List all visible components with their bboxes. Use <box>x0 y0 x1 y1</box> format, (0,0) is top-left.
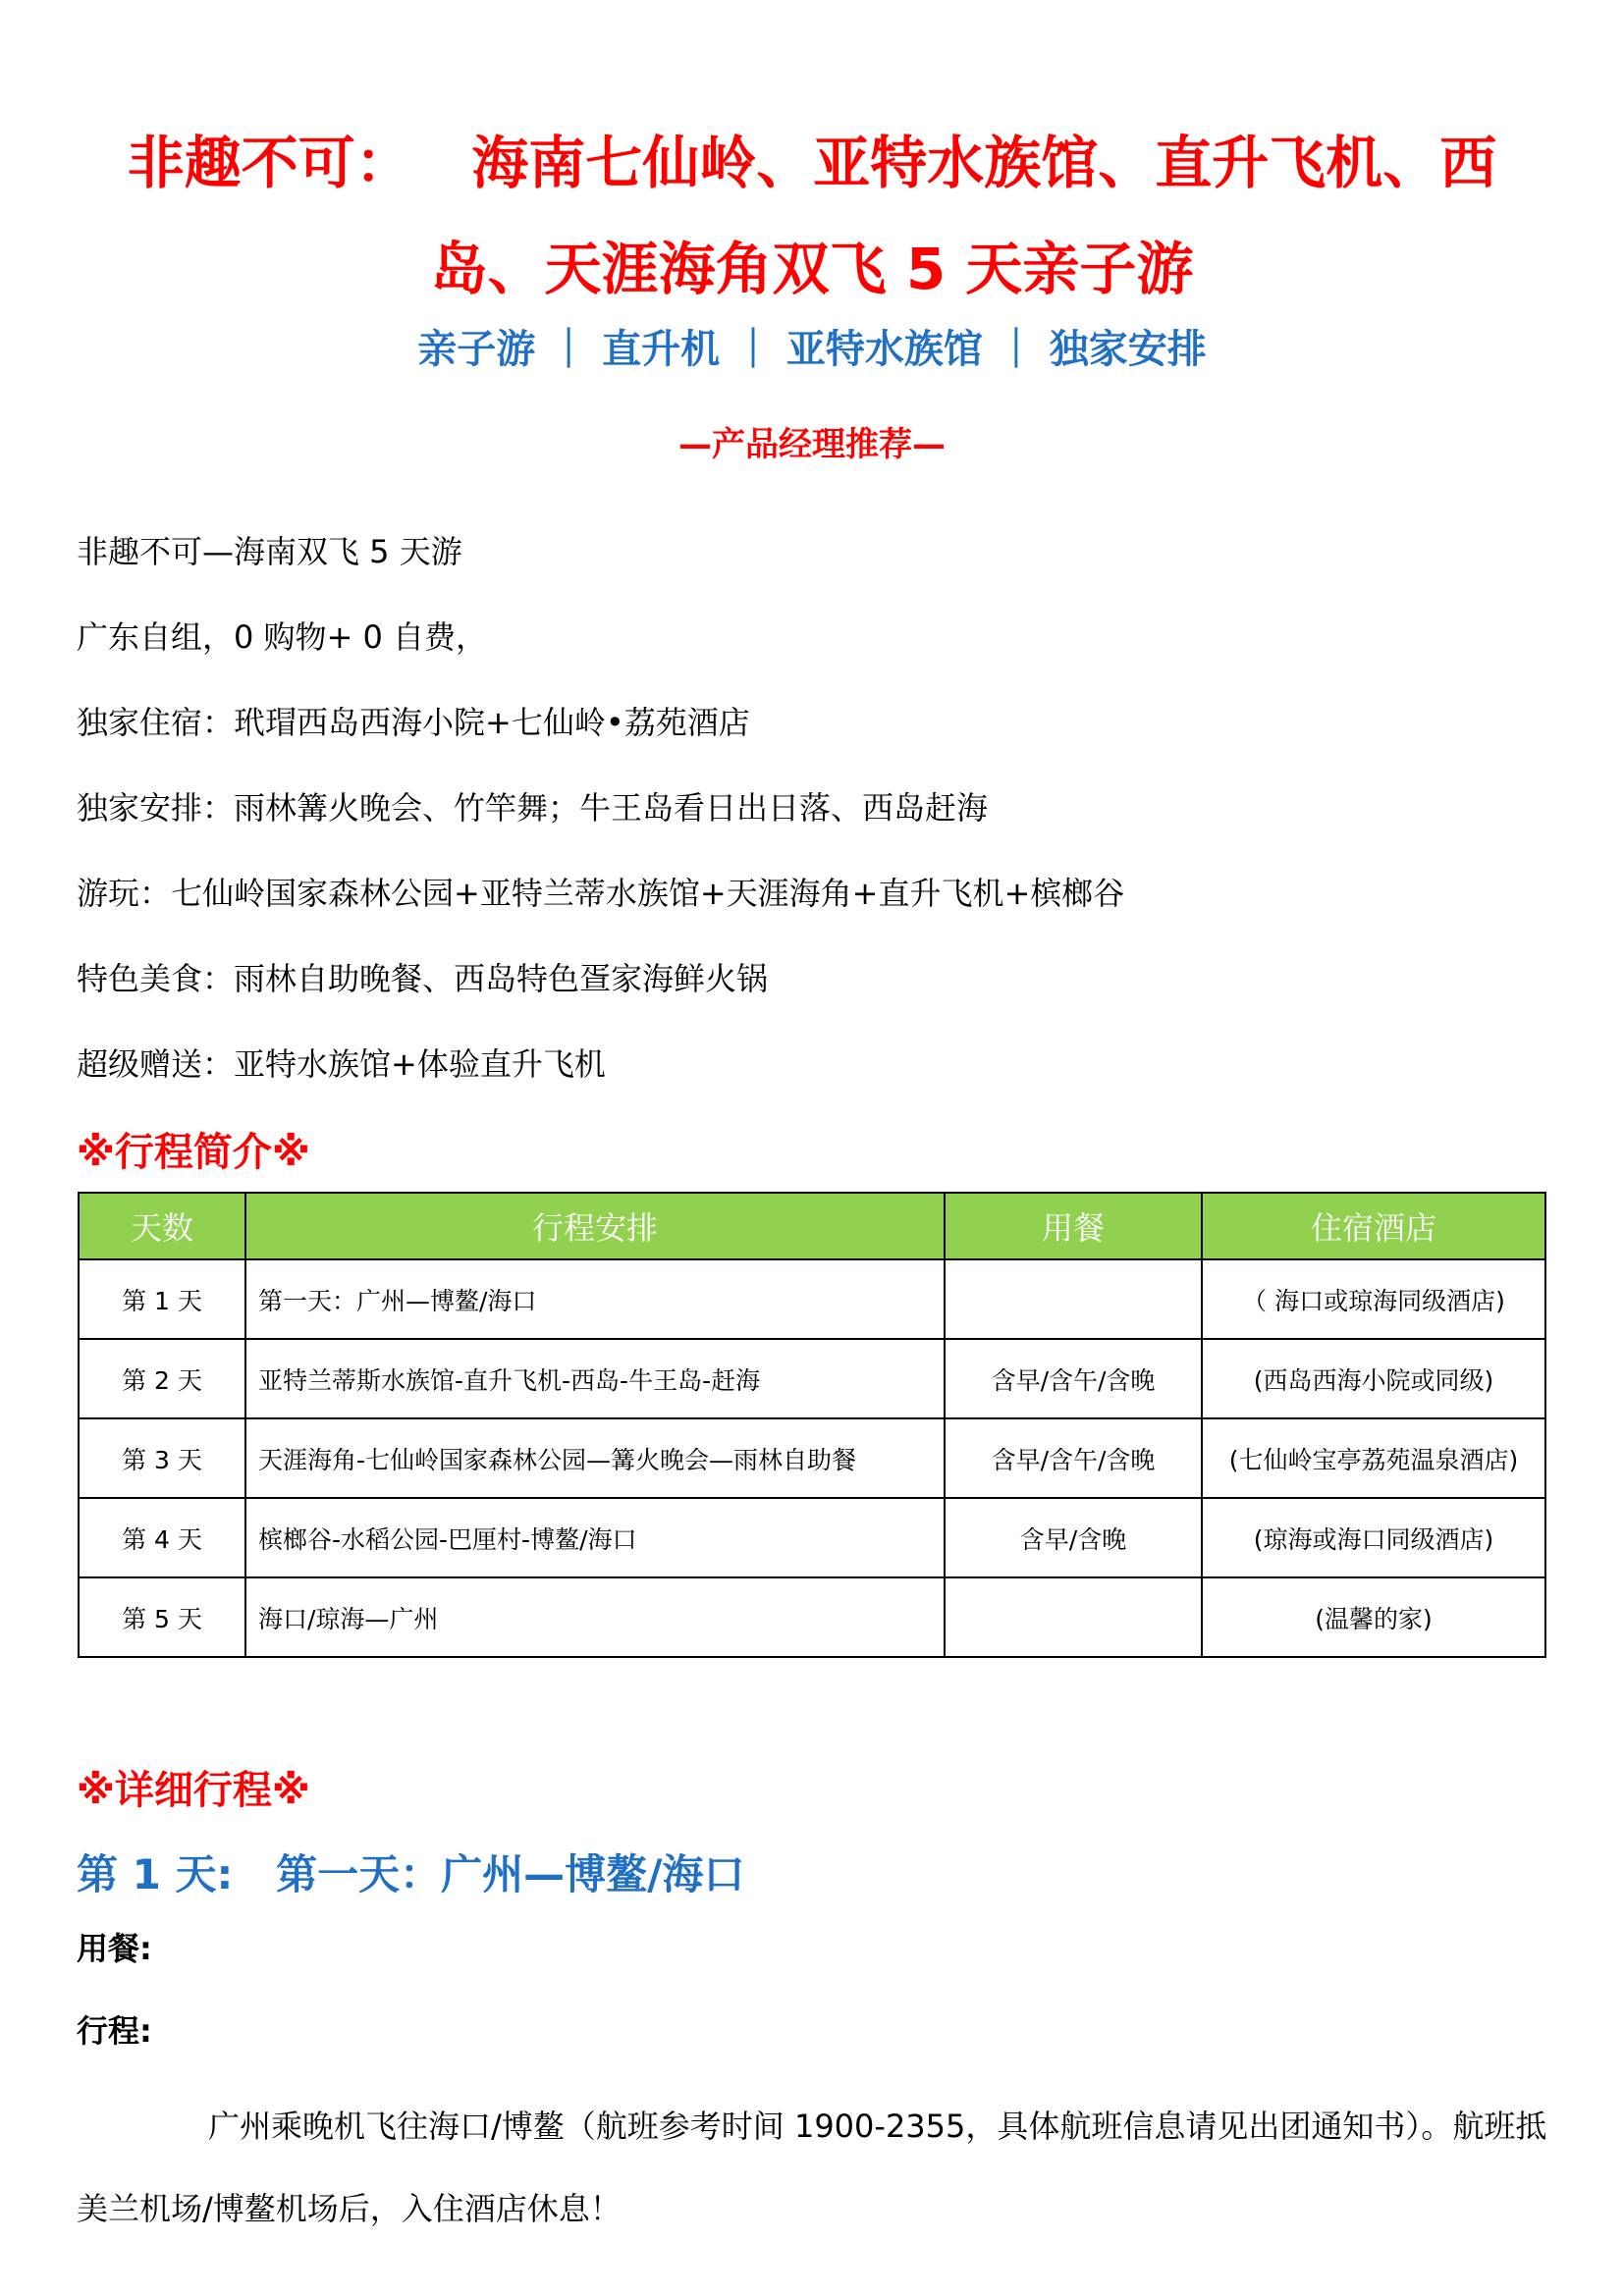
table-header-row <box>79 1193 1545 1259</box>
table-row <box>79 1498 1545 1577</box>
table-row <box>79 1418 1545 1498</box>
intro-item: 独家住宿：玳瑁西岛西海小院+七仙岭•荔苑酒店 <box>77 704 750 741</box>
cell-hotel: (西岛西海小院或同级) <box>1202 1339 1545 1418</box>
table-row <box>79 1259 1545 1339</box>
table-row <box>79 1339 1545 1418</box>
day-1-title: 第 1 天: 第一天：广州—博鳌/海口 <box>77 1850 745 1898</box>
intro-item: 非趣不可—海南双飞 5 天游 <box>77 533 462 570</box>
cell-plan: 海口/琼海—广州 <box>245 1577 945 1657</box>
header-plan: 行程安排 <box>245 1193 945 1259</box>
cell-hotel: (温馨的家) <box>1202 1577 1545 1657</box>
cell-day: 第 2 天 <box>79 1339 245 1418</box>
cell-day: 第 4 天 <box>79 1498 245 1577</box>
cell-meals <box>945 1259 1202 1339</box>
intro-item: 独家安排：雨林篝火晚会、竹竿舞；牛王岛看日出日落、西岛赶海 <box>77 789 989 827</box>
subtitle-tags: 亲子游 ｜ 直升机 ｜ 亚特水族馆 ｜ 独家安排 <box>417 327 1207 372</box>
cell-day: 第 5 天 <box>79 1577 245 1657</box>
intro-list <box>77 530 1549 1128</box>
main-title <box>79 110 1545 322</box>
overview-heading: ※行程简介※ <box>77 1130 310 1175</box>
cell-plan: 第一天：广州—博鳌/海口 <box>245 1259 945 1339</box>
cell-day: 第 3 天 <box>79 1418 245 1498</box>
cell-hotel: (琼海或海口同级酒店) <box>1202 1498 1545 1577</box>
main-title-line-2: 岛、天涯海角双飞 5 天亲子游 <box>430 236 1194 302</box>
header-meals: 用餐 <box>945 1193 1202 1259</box>
main-title-line-1: 非趣不可： 海南七仙岭、亚特水族馆、直升飞机、西 <box>127 130 1497 196</box>
cell-hotel: (七仙岭宝亭荔苑温泉酒店) <box>1202 1418 1545 1498</box>
table-row <box>79 1577 1545 1657</box>
cell-plan: 亚特兰蒂斯水族馆-直升飞机-西岛-牛王岛-赶海 <box>245 1339 945 1418</box>
meals-label: 用餐: <box>77 1930 152 1967</box>
header-day: 天数 <box>79 1193 245 1259</box>
cell-meals: 含早/含午/含晚 <box>945 1339 1202 1418</box>
header-hotel: 住宿酒店 <box>1202 1193 1545 1259</box>
cell-meals <box>945 1577 1202 1657</box>
intro-item: 超级赠送：亚特水族馆+体验直升飞机 <box>77 1045 606 1083</box>
detail-heading: ※详细行程※ <box>77 1768 310 1813</box>
cell-plan: 槟榔谷-水稻公园-巴厘村-博鳌/海口 <box>245 1498 945 1577</box>
cell-day: 第 1 天 <box>79 1259 245 1339</box>
cell-meals: 含早/含晚 <box>945 1498 1202 1577</box>
day-1-description: 广州乘晚机飞往海口/博鳌（航班参考时间 1900-2355，具体航班信息请见出团通知书）。航班抵美兰机场/博鳌机场后，入住酒店休息！ <box>77 2108 1547 2227</box>
cell-meals: 含早/含午/含晚 <box>945 1418 1202 1498</box>
itinerary-table <box>78 1192 1546 1658</box>
intro-item: 游玩：七仙岭国家森林公园+亚特兰蒂水族馆+天涯海角+直升飞机+槟榔谷 <box>77 875 1125 912</box>
schedule-label: 行程: <box>77 2012 152 2050</box>
intro-item: 广东自组，0 购物+ 0 自费， <box>77 618 488 656</box>
intro-item: 特色美食：雨林自助晚餐、西岛特色疍家海鲜火锅 <box>77 960 769 997</box>
cell-hotel: （ 海口或琼海同级酒店) <box>1202 1259 1545 1339</box>
cell-plan: 天涯海角-七仙岭国家森林公园—篝火晚会—雨林自助餐 <box>245 1418 945 1498</box>
product-manager-recommend: —产品经理推荐— <box>678 425 946 464</box>
